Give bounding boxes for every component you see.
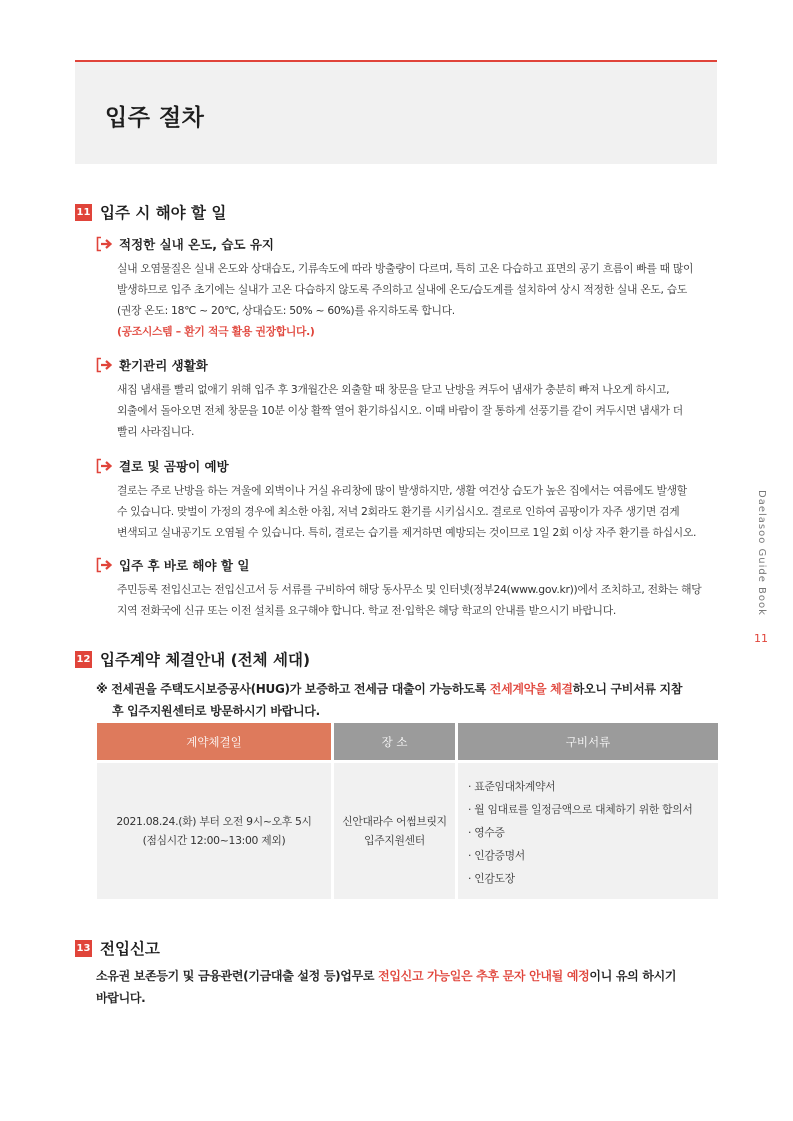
- table-header-documents: 구비서류: [458, 723, 718, 760]
- date-line: 2021.08.24.(화) 부터 오전 9시~오후 5시: [116, 815, 312, 828]
- subsection-after-move-in: [96, 556, 718, 621]
- report-text: 소유권 보존등기 및 금융관련(기금대출 설정 등)업무로: [96, 969, 379, 983]
- highlight-line: (공조시스템 – 환기 적극 활용 권장합니다.): [117, 325, 315, 338]
- page-title: 입주 절차: [105, 105, 205, 131]
- table-cell-place: [334, 763, 455, 899]
- note-highlight: 전세계약을 체결: [489, 682, 573, 696]
- subsection-condensation: [96, 457, 718, 543]
- title-banner: [75, 62, 717, 164]
- subsection-title: 입주 후 바로 해야 할 일: [119, 558, 250, 573]
- subsection-ventilation: [96, 356, 718, 442]
- subsection-title: 결로 및 곰팡이 예방: [119, 459, 229, 474]
- section-13-header: [75, 937, 160, 959]
- place-line: 신안대라수 어썸브릿지: [342, 815, 447, 828]
- body-line: 지역 전화국에 신규 또는 이전 설치를 요구해야 합니다. 학교 전·입학은 해당 학교의 안내를 받으시기 바랍니다.: [117, 604, 616, 617]
- document-item: · 인감도장: [468, 867, 718, 890]
- body-line: 외출에서 돌아오면 전체 창문을 10분 이상 활짝 열어 환기하십시오. 이때 바람이 잘 통하게 선풍기를 같이 켜두시면 냄새가 더: [117, 404, 683, 417]
- body-line: 주민등록 전입신고는 전입신고서 등 서류를 구비하여 해당 동사무소 및 인터넷(정부24(www.gov.kr))에서 조치하고, 전화는 해당: [117, 583, 702, 596]
- body-line: 빨리 사라집니다.: [117, 425, 195, 438]
- side-guide-text: Daelasoo Guide Book: [756, 490, 767, 616]
- note-text: 후 입주지원센터로 방문하시기 바랍니다.: [112, 704, 320, 718]
- place-line: 입주지원센터: [364, 834, 425, 847]
- section-11-header: [75, 201, 226, 223]
- report-text: 이니 유의 하시기: [589, 969, 677, 983]
- section-number-badge: 13: [75, 940, 92, 957]
- section-number-badge: 11: [75, 204, 92, 221]
- contract-note: [96, 678, 718, 722]
- document-item: · 표준임대차계약서: [468, 775, 718, 798]
- section-12-header: [75, 648, 310, 670]
- date-line: (점심시간 12:00~13:00 제외): [142, 834, 286, 847]
- table-header-place: 장 소: [334, 723, 455, 760]
- subsection-title: 환기관리 생활화: [119, 358, 208, 373]
- section-title: 입주 시 해야 할 일: [100, 204, 227, 222]
- section-number-badge: 12: [75, 651, 92, 668]
- subsection-temperature: [96, 235, 718, 342]
- subsection-title: 적정한 실내 온도, 습도 유지: [119, 237, 274, 252]
- note-text: ※ 전세권을 주택도시보증공사(HUG)가 보증하고 전세금 대출이 가능하도록: [96, 682, 490, 696]
- arrow-right-icon: [96, 557, 114, 573]
- page-number: 11: [754, 632, 768, 645]
- table-cell-documents: [458, 763, 718, 899]
- table-header-date: 계약체결일: [97, 723, 331, 760]
- arrow-right-icon: [96, 236, 114, 252]
- body-line: (권장 온도: 18℃ ~ 20℃, 상대습도: 50% ~ 60%)를 유지하도록 합니다.: [117, 304, 455, 317]
- body-line: 발생하므로 입주 초기에는 실내가 고온 다습하지 않도록 주의하고 실내에 온도/습도계를 설치하여 상시 적정한 실내 온도, 습도: [117, 283, 688, 296]
- body-line: 새집 냄새를 빨리 없애기 위해 입주 후 3개월간은 외출할 때 창문을 닫고 난방을 켜두어 냄새가 충분히 빠져 나오게 하시고,: [117, 383, 670, 396]
- move-in-report-text: [96, 965, 718, 1009]
- document-item: · 영수증: [468, 821, 718, 844]
- section-title: 입주계약 체결안내 (전체 세대): [100, 651, 311, 669]
- section-title: 전입신고: [100, 940, 160, 958]
- body-line: 변색되고 실내공기도 오염될 수 있습니다. 특히, 결로는 습기를 제거하면 예방되는 것이므로 1일 2회 이상 자주 환기를 하십시오.: [117, 526, 697, 539]
- body-line: 수 있습니다. 맞벌이 가정의 경우에 최소한 아침, 저녁 2회라도 환기를 시키십시오. 결로로 인하여 곰팡이가 자주 생기면 검게: [117, 505, 680, 518]
- report-highlight: 전입신고 가능일은 추후 문자 안내될 예정: [378, 969, 590, 983]
- body-line: 결로는 주로 난방을 하는 겨울에 외벽이나 거실 유리창에 많이 발생하지만, 생활 여건상 습도가 높은 집에서는 여름에도 발생할: [117, 484, 687, 497]
- arrow-right-icon: [96, 458, 114, 474]
- note-text: 하오니 구비서류 지참: [572, 682, 683, 696]
- document-item: · 월 임대료를 일정금액으로 대체하기 위한 합의서: [468, 798, 718, 821]
- report-text: 바랍니다.: [96, 991, 146, 1005]
- document-item: · 인감증명서: [468, 844, 718, 867]
- table-cell-date: [97, 763, 331, 899]
- contract-table: [97, 723, 718, 899]
- arrow-right-icon: [96, 357, 114, 373]
- body-line: 실내 오염물질은 실내 온도와 상대습도, 기류속도에 따라 방출량이 다르며, 특히 고온 다습하고 표면의 공기 흐름이 빠를 때 많이: [117, 262, 694, 275]
